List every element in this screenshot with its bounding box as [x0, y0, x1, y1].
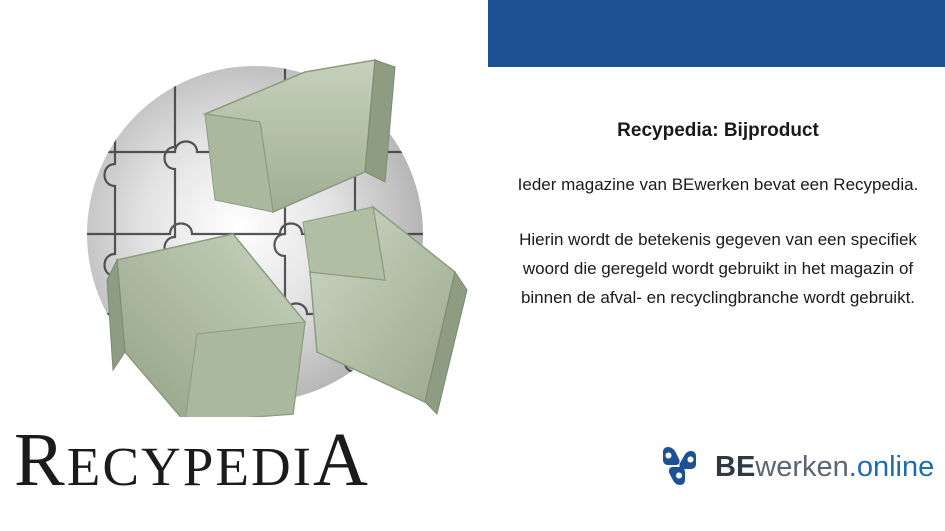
bewerken-logo-text: [715, 450, 934, 484]
wordmark-letter: P: [182, 436, 216, 497]
recypedia-wordmark: [14, 415, 574, 505]
content-column: [500, 118, 936, 312]
wordmark-letter: I: [292, 436, 313, 497]
bewerken-logo: [655, 438, 935, 496]
content-paragraph: Hierin wordt de betekenis gegeven van een specifiek woord die geregeld wordt gebruikt in het magazin of binnen de afval- en recyclingbranche wordt gebruikt.: [519, 230, 917, 307]
wordmark-letter: E: [66, 436, 103, 497]
logo-text-werken: werken: [755, 451, 849, 483]
recycling-arrows-puzzle-sphere-icon: [55, 22, 475, 417]
content-paragraph: Ieder magazine van BEwerken bevat een Recypedia.: [517, 175, 919, 194]
wordmark-letter: C: [102, 436, 141, 497]
content-title: Recypedia: Bijproduct: [617, 120, 819, 141]
header-bar: [488, 0, 945, 67]
logo-text-be: BE: [715, 451, 756, 483]
wordmark-letter: Y: [141, 436, 183, 497]
wordmark-letter: A: [313, 418, 370, 502]
wordmark-letter: R: [14, 418, 67, 502]
logo-text-online: .online: [848, 451, 935, 483]
wordmark-letter: E: [215, 436, 251, 497]
bewerken-triangles-icon: [655, 445, 705, 489]
wordmark-letter: D: [250, 436, 293, 497]
